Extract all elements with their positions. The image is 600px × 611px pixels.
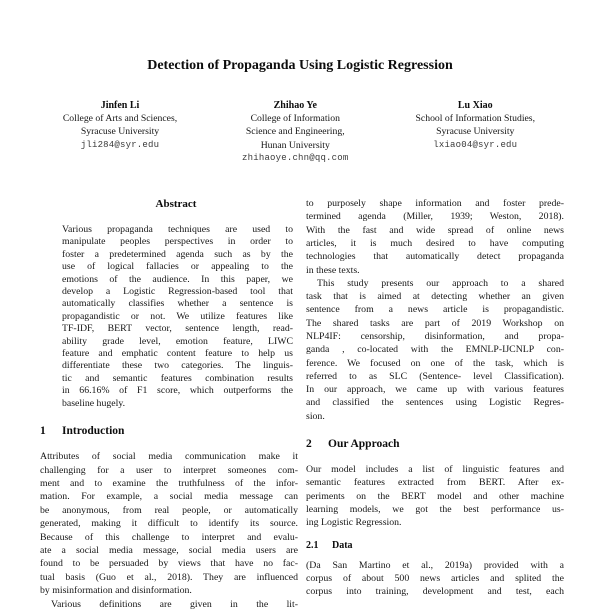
author-email: lxiao04@syr.edu <box>433 139 518 150</box>
text-line: ganda , co-located with the EMNLP-IJCNLP con- <box>306 344 564 356</box>
text-line: (Da San Martino et al., 2019a) provided with a <box>306 559 564 571</box>
text-line: This study presents our approach to a shared <box>317 277 564 289</box>
text-line: foster a predetermined agenda such as by the <box>62 248 293 260</box>
paragraph <box>306 197 564 277</box>
text-line: Because of this challenge to interpret and evalu- <box>40 531 298 543</box>
text-line: in 66.16% of F1 score, which outperforms the <box>62 385 293 397</box>
author-1 <box>30 99 210 152</box>
author-affiliation: College of Arts and Sciences, <box>62 113 178 125</box>
text-line: termined agenda (Miller, 1939; Weston, 2018). <box>306 211 564 223</box>
text-line: use of logical fallacies or appealing to the <box>62 261 293 273</box>
text-line: TF-IDF, BERT vector, sentence length, read- <box>62 323 293 335</box>
author-email: zhihaoye.chn@qq.com <box>242 152 349 163</box>
text-line: feature and emphatic content feature to help us <box>62 348 293 360</box>
paragraph <box>40 450 298 597</box>
text-line: tic and semantic features combination results <box>62 372 293 384</box>
section-number: 2.1 <box>306 539 319 551</box>
author-affiliation: Syracuse University <box>80 126 160 138</box>
two-column-body <box>0 197 600 611</box>
text-line: generated, making it difficult to identify its source. <box>40 518 298 530</box>
text-line: found to be persuaded by views that have no fac- <box>40 558 298 570</box>
paragraph <box>306 463 564 529</box>
text-line: task that is aimed at detecting whether an given <box>306 291 564 303</box>
author-affiliation: Science and Engineering, <box>245 126 345 138</box>
author-block <box>0 99 600 165</box>
text-line: semantic features extracted from BERT. After ex- <box>306 477 564 489</box>
text-line: sion. <box>306 410 325 422</box>
text-line: corpus of about 500 news articles and splited the <box>306 572 564 584</box>
text-line: in these texts. <box>306 264 360 276</box>
text-line: technologies that automatically detect propaganda <box>306 251 564 263</box>
section-title: Our Approach <box>328 438 400 451</box>
text-line: by misinformation and disinformation. <box>40 585 192 597</box>
text-line: propagandistic or not. We utilize features like <box>62 310 293 322</box>
section-number: 1 <box>40 425 46 438</box>
author-email: jli284@syr.edu <box>80 139 160 150</box>
text-line: Our model includes a list of linguistic features and <box>306 464 564 476</box>
text-line: mation. For example, a social media message can <box>40 491 298 503</box>
section-heading <box>306 539 564 552</box>
text-line: articles, it is much desired to have computing <box>306 237 564 249</box>
author-affiliation: College of Information <box>250 113 340 125</box>
text-line: ability grade level, emotion feature, LIWC <box>62 335 293 347</box>
section-title: Data <box>332 539 353 551</box>
section-title: Introduction <box>62 425 125 438</box>
text-line: referred to as SLC (Sentence- level Classification). <box>306 370 564 382</box>
text-line: automatically classifies whether a sentence is <box>62 298 293 310</box>
text-line: Various propaganda techniques are used to <box>62 224 293 236</box>
author-affiliation: Syracuse University <box>436 126 515 138</box>
section-number: 2 <box>306 438 312 451</box>
text-line: With the fast and wide spread of online news <box>306 224 564 236</box>
text-line: ing Logistic Regression. <box>306 517 402 529</box>
paragraph <box>40 224 298 410</box>
text-line: manipulate peoples perspectives in order to <box>62 236 293 248</box>
section-heading <box>40 424 298 439</box>
paragraph <box>306 559 564 599</box>
paper-title: Detection of Propaganda Using Logistic Regression <box>147 58 453 73</box>
author-name: Lu Xiao <box>457 100 493 111</box>
section-heading <box>306 437 564 452</box>
text-line: learning models, we got the best performance us- <box>306 503 564 515</box>
text-line: sentence from a news article is propagandistic. <box>306 304 564 316</box>
text-line: baseline hugely. <box>62 397 126 409</box>
text-line: ference. We focused on one of the task, which is <box>306 357 564 369</box>
abstract-heading: Abstract <box>155 198 197 211</box>
right-column <box>306 197 564 611</box>
left-column <box>40 197 298 611</box>
author-affiliation: Hunan University <box>260 139 330 151</box>
paragraph <box>306 277 564 423</box>
text-line: corpus into training, development and test, each <box>306 586 564 598</box>
text-line: NLP4IF: censorship, disinformation, and propa- <box>306 330 564 342</box>
text-line: Various definitions are given in the lit- <box>51 598 298 610</box>
author-2 <box>210 99 381 165</box>
text-line: ment and to examine the truthfulness of the infor- <box>40 477 298 489</box>
text-line: periments on the BERT model and other machine <box>306 490 564 502</box>
author-name: Zhihao Ye <box>273 100 317 111</box>
text-line: differentiate these two categories. The linguis- <box>62 360 293 372</box>
text-line: and classified the sentences using Logistic Regres- <box>306 397 564 409</box>
text-line: develop a Logistic Regression-based tool that <box>62 286 293 298</box>
text-line: to purposely shape information and foster prede- <box>306 198 564 210</box>
author-affiliation: School of Information Studies, <box>415 113 535 125</box>
text-line: In our approach, we came up with various features <box>306 384 564 396</box>
text-line: The shared tasks are part of 2019 Workshop on <box>306 317 564 329</box>
text-line: Attributes of social media communication make it <box>40 451 298 463</box>
text-line: be anonymous, from real people, or automatically <box>40 504 298 516</box>
text-line: emotions of the audience. In this paper, we <box>62 273 293 285</box>
text-line: tual basis (Guo et al., 2018). They are influenced <box>40 571 298 583</box>
text-line: challenging for a user to interpret someones com- <box>40 464 298 476</box>
author-3 <box>381 99 570 152</box>
paragraph <box>40 598 298 611</box>
author-name: Jinfen Li <box>100 100 140 111</box>
text-line: ate a social media message, social media users are <box>40 544 298 556</box>
